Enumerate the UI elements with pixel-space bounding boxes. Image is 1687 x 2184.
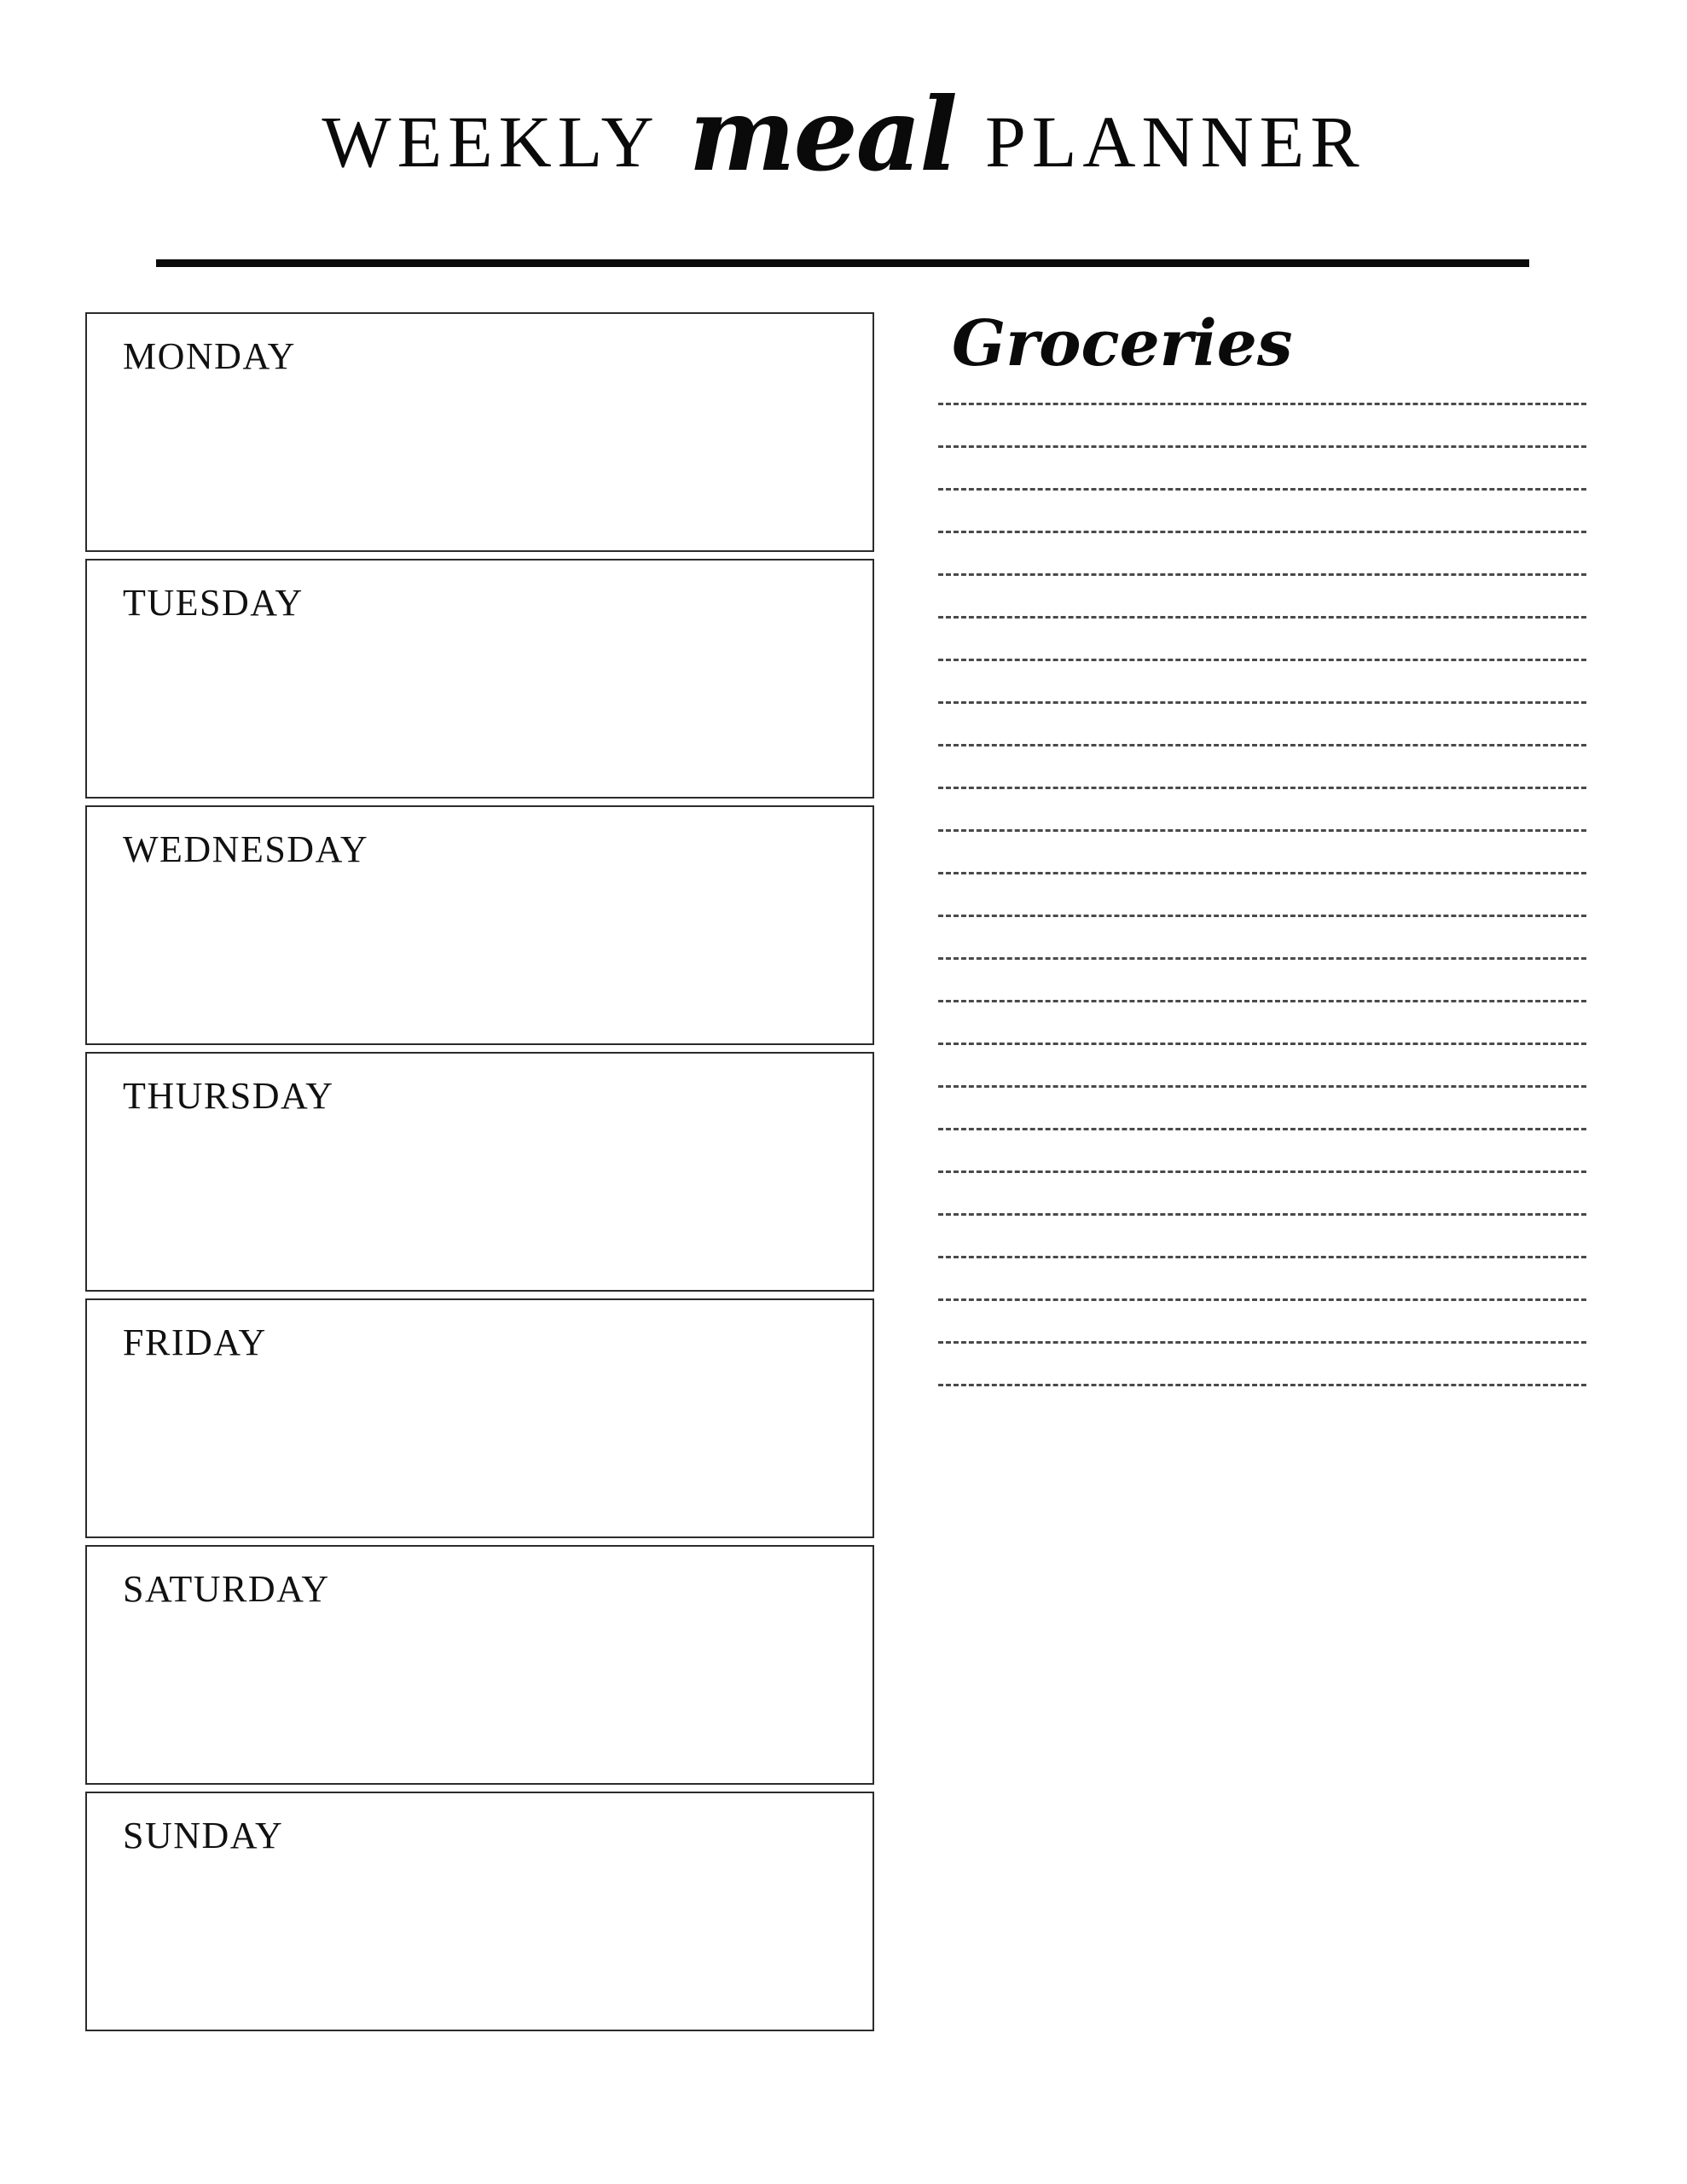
grocery-line[interactable] <box>938 957 1586 960</box>
grocery-line[interactable] <box>938 701 1586 704</box>
day-box-wednesday[interactable] <box>85 805 874 1045</box>
day-label: THURSDAY <box>123 1075 334 1117</box>
grocery-line[interactable] <box>938 659 1586 661</box>
grocery-line[interactable] <box>938 1000 1586 1002</box>
page-title-first-word: WEEKLY <box>322 100 660 183</box>
day-box-monday[interactable] <box>85 312 874 552</box>
page-title-script-word: meal <box>688 75 956 194</box>
day-label: TUESDAY <box>123 582 304 624</box>
days-column <box>85 312 874 2038</box>
grocery-line[interactable] <box>938 915 1586 917</box>
day-notes-area[interactable] <box>104 1377 855 1528</box>
day-box-friday[interactable] <box>85 1298 874 1538</box>
groceries-title: Groceries <box>952 307 1293 380</box>
day-notes-area[interactable] <box>104 1870 855 2021</box>
page-header <box>0 75 1687 200</box>
grocery-line[interactable] <box>938 744 1586 746</box>
header-divider <box>156 259 1529 267</box>
day-label: SUNDAY <box>123 1815 284 1856</box>
grocery-line[interactable] <box>938 1341 1586 1344</box>
grocery-line[interactable] <box>938 1170 1586 1173</box>
day-notes-area[interactable] <box>104 391 855 542</box>
day-box-thursday[interactable] <box>85 1052 874 1292</box>
day-box-saturday[interactable] <box>85 1545 874 1785</box>
grocery-line[interactable] <box>938 829 1586 832</box>
day-notes-area[interactable] <box>104 1130 855 1281</box>
day-label: MONDAY <box>123 335 296 377</box>
grocery-line[interactable] <box>938 531 1586 533</box>
day-notes-area[interactable] <box>104 884 855 1035</box>
day-box-tuesday[interactable] <box>85 559 874 799</box>
day-notes-area[interactable] <box>104 637 855 788</box>
grocery-line[interactable] <box>938 872 1586 874</box>
grocery-line[interactable] <box>938 1256 1586 1258</box>
grocery-line[interactable] <box>938 488 1586 491</box>
groceries-list <box>938 403 1603 1386</box>
day-label: WEDNESDAY <box>123 828 369 870</box>
grocery-line[interactable] <box>938 573 1586 576</box>
day-box-sunday[interactable] <box>85 1792 874 2031</box>
grocery-line[interactable] <box>938 616 1586 619</box>
grocery-line[interactable] <box>938 445 1586 448</box>
day-label: SATURDAY <box>123 1568 330 1610</box>
grocery-line[interactable] <box>938 1043 1586 1045</box>
grocery-line[interactable] <box>938 1085 1586 1088</box>
day-label: FRIDAY <box>123 1321 267 1363</box>
grocery-line[interactable] <box>938 1128 1586 1130</box>
grocery-line[interactable] <box>938 403 1586 405</box>
grocery-line[interactable] <box>938 787 1586 789</box>
grocery-line[interactable] <box>938 1213 1586 1216</box>
grocery-line[interactable] <box>938 1298 1586 1301</box>
page-title-last-word: PLANNER <box>985 100 1365 183</box>
grocery-line[interactable] <box>938 1384 1586 1386</box>
day-notes-area[interactable] <box>104 1623 855 1774</box>
groceries-column <box>938 307 1603 1426</box>
